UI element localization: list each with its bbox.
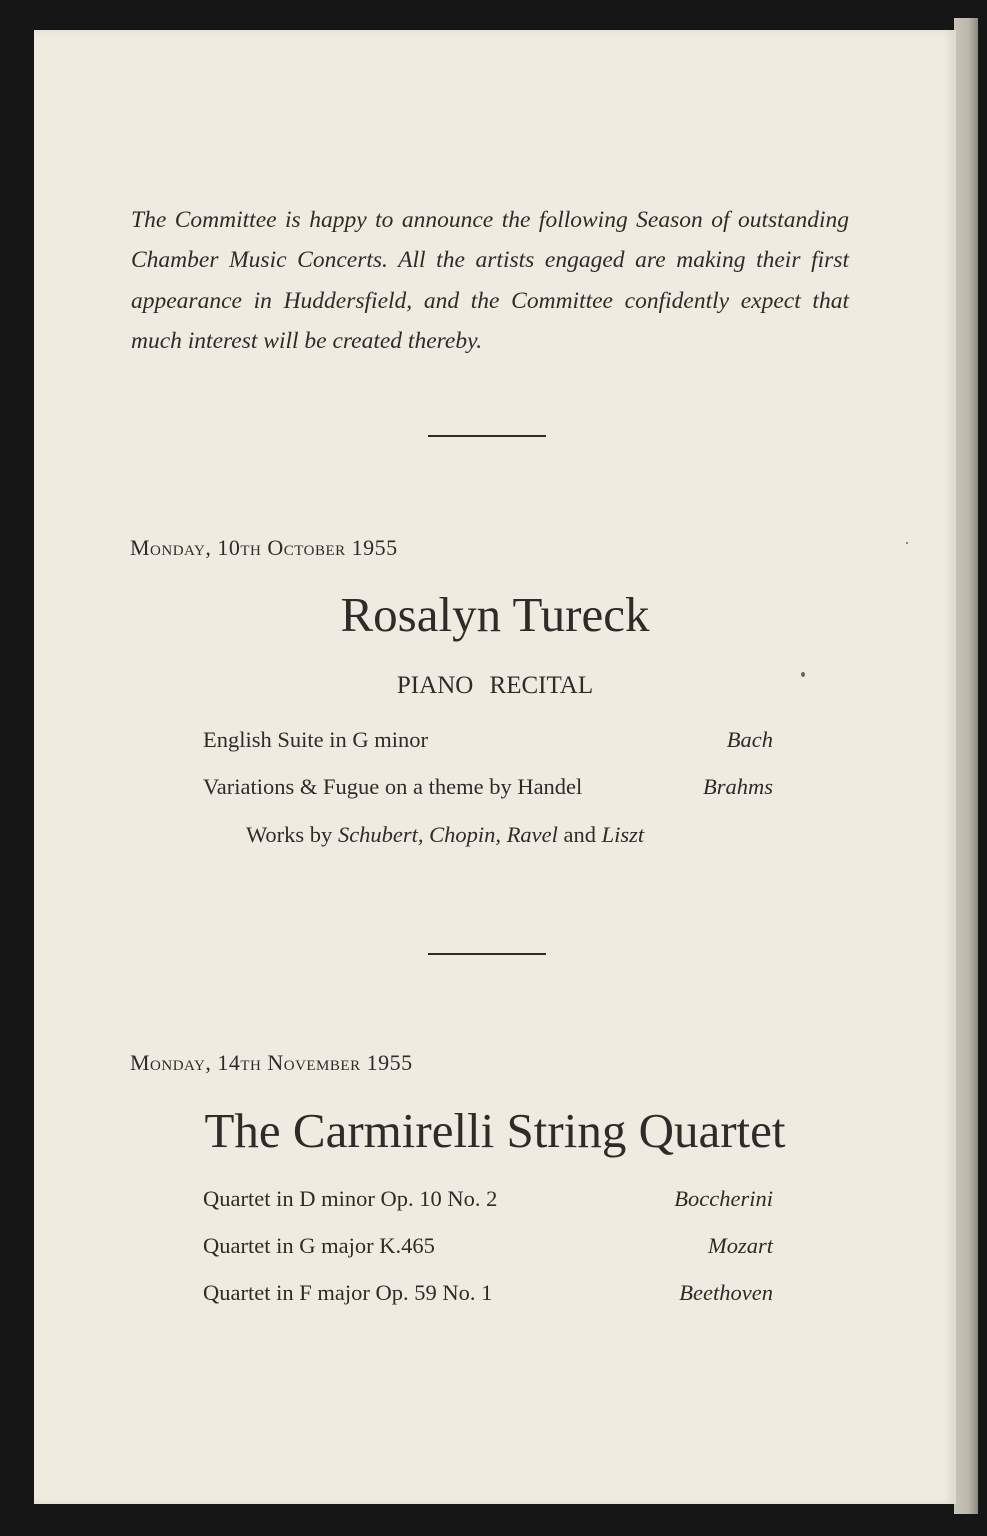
concert-subtitle: PIANO RECITAL — [396, 672, 594, 699]
program-composer: Boccherini — [674, 1186, 773, 1211]
concert-date: Monday, 10th October 1955 — [130, 535, 398, 560]
program-work: Variations & Fugue on a theme by Handel — [203, 774, 583, 799]
artist-name: The Carmirelli String Quartet — [204, 1103, 786, 1158]
program-composer: Mozart — [707, 1233, 773, 1258]
program-composer: Bach — [726, 727, 773, 752]
paper-speck — [906, 542, 908, 544]
program-work: English Suite in G minor — [203, 727, 428, 752]
concert-date: Monday, 14th November 1955 — [130, 1050, 413, 1075]
works-by-and: and — [563, 822, 597, 847]
section-divider — [428, 435, 546, 437]
program-page — [34, 30, 956, 1504]
program-composer: Beethoven — [679, 1280, 773, 1305]
page-edge — [954, 18, 978, 1514]
program-work: Quartet in G major K.465 — [203, 1233, 435, 1258]
composer-chopin: Chopin, — [429, 822, 502, 847]
works-by-line — [246, 822, 644, 848]
composer-ravel: Ravel — [506, 822, 558, 847]
artist-name: Rosalyn Tureck — [340, 587, 650, 642]
intro-paragraph: The Committee is happy to announce the following Season of outstanding Chamber Music Concerts. All the artists engaged are making their first appearance in Huddersfield, and the Committee confidently expect that much interest will be created thereby. — [131, 206, 849, 354]
program-work: Quartet in D minor Op. 10 No. 2 — [203, 1186, 498, 1211]
paper-speck — [801, 672, 805, 677]
works-by-prefix: Works by — [246, 822, 333, 847]
composer-schubert: Schubert, — [337, 822, 424, 847]
composer-liszt: Liszt — [601, 822, 645, 847]
program-work: Quartet in F major Op. 59 No. 1 — [203, 1280, 493, 1305]
section-divider — [428, 953, 546, 955]
program-composer: Brahms — [702, 774, 773, 799]
